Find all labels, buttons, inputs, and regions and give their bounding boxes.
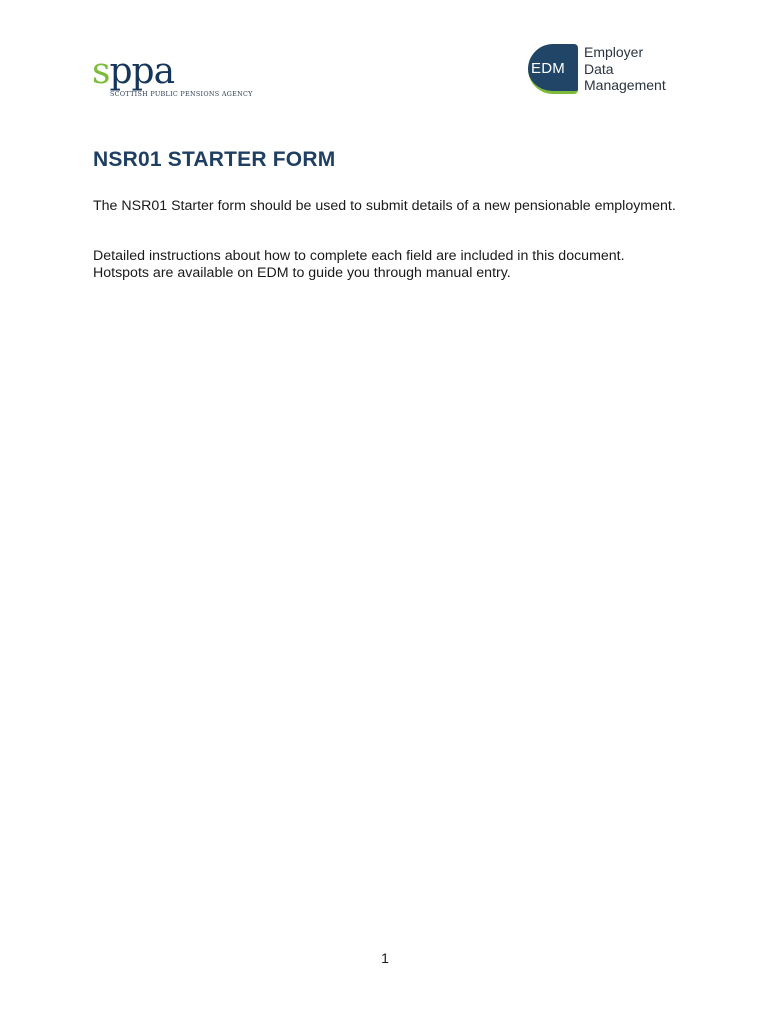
page-number: 1 — [381, 950, 389, 966]
edm-wordmark — [584, 44, 666, 94]
intro-paragraph: The NSR01 Starter form should be used to submit details of a new pensionable employment. — [93, 198, 676, 214]
edm-badge-text: EDM — [531, 60, 565, 77]
sppa-wordmark — [92, 51, 175, 92]
edm-badge — [528, 44, 578, 94]
page-title: NSR01 STARTER FORM — [93, 148, 336, 171]
sppa-tagline: SCOTTISH PUBLIC PENSIONS AGENCY — [110, 90, 253, 98]
edm-word-data: Data — [584, 60, 614, 77]
edm-word-employer: Employer — [584, 44, 644, 60]
edm-logo — [528, 44, 678, 100]
sppa-wordmark-s: s — [92, 51, 110, 92]
sppa-wordmark-rest: ppa — [109, 51, 175, 92]
edm-word-management: Management — [584, 77, 666, 93]
instructions-line-2: Hotspots are available on EDM to guide you through manual entry. — [93, 265, 511, 281]
instructions-paragraph — [93, 248, 677, 282]
instructions-line-1: Detailed instructions about how to complete each field are included in this document. — [93, 248, 625, 264]
sppa-logo — [92, 51, 264, 100]
